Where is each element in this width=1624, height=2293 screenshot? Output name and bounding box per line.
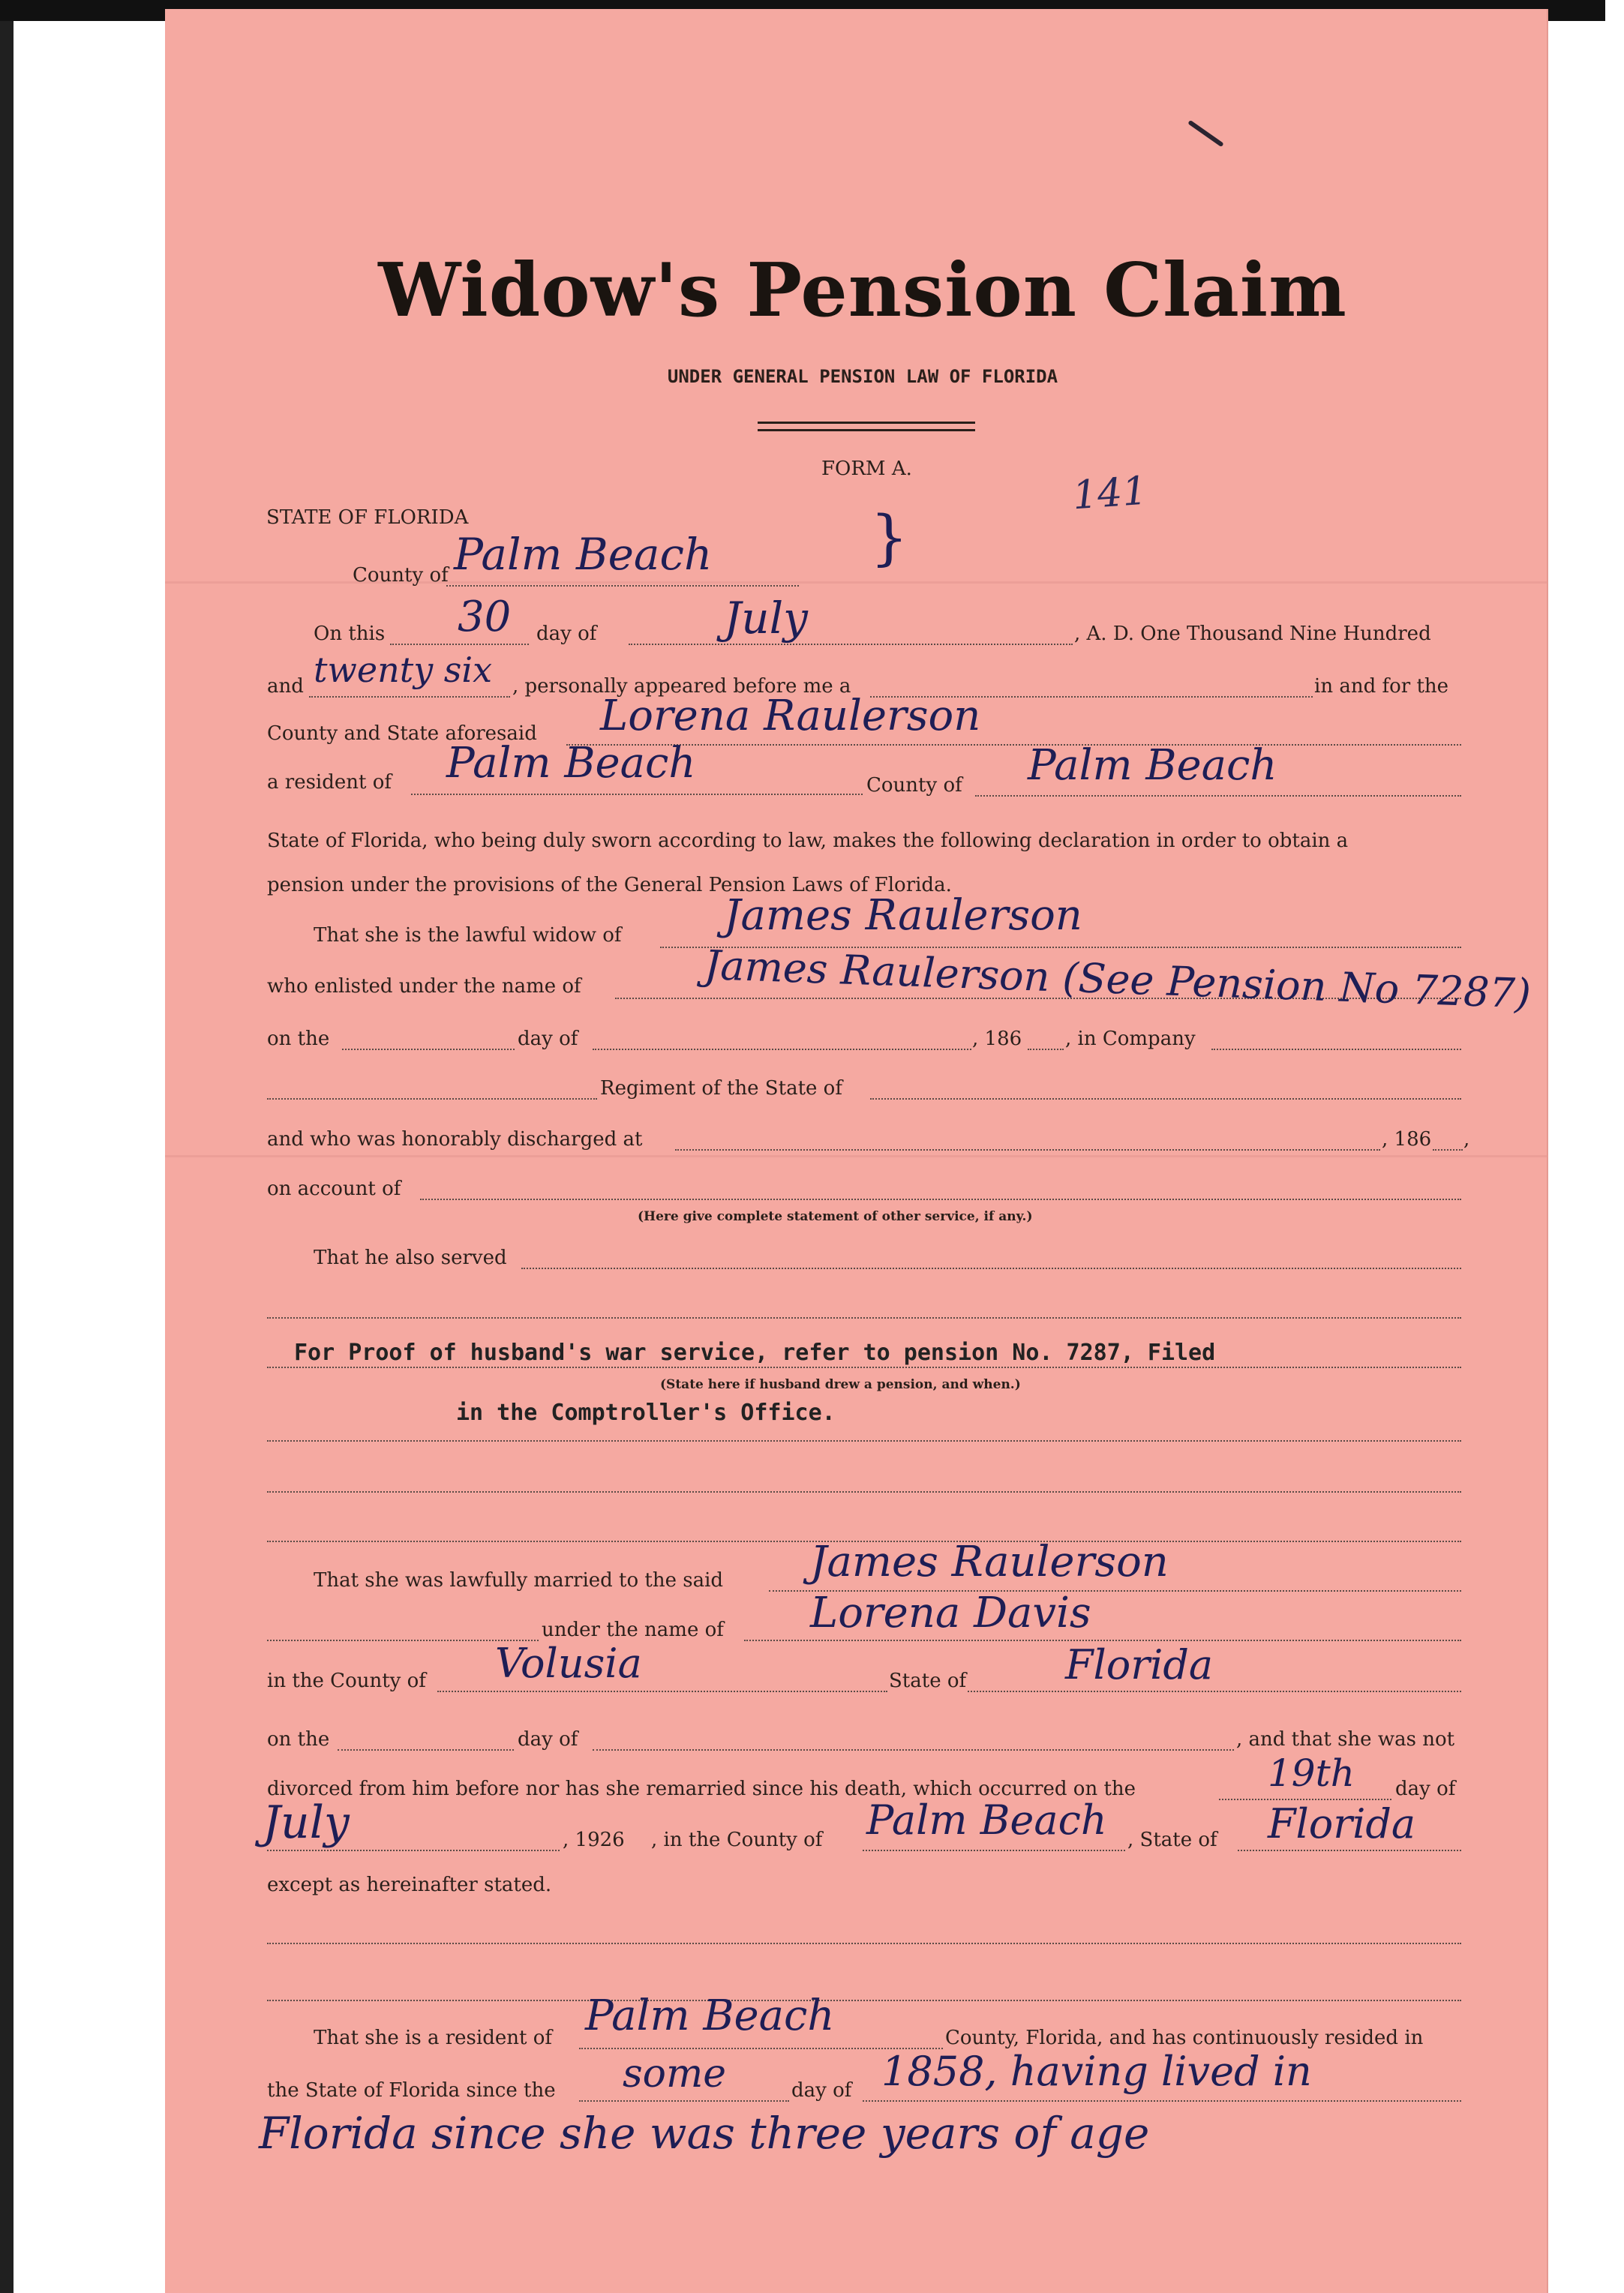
county-handwritten-2: Palm Beach [1028,741,1277,790]
scan-margin-right [1605,0,1624,2293]
death-state-handwritten: Florida [1268,1800,1416,1847]
field-line [870,1098,1461,1100]
in-and-for-text: in and for the [1314,675,1449,698]
death-month-handwritten: July [263,1796,350,1849]
field-line [521,1268,1461,1269]
on-the-label: on the [267,1028,330,1050]
under-name-label: under the name of [542,1619,724,1641]
last-line-handwritten: Florida since she was three years of age [259,2108,1150,2159]
field-line [267,1943,1461,1944]
scan-border-left [0,21,14,2293]
field-line [629,644,1073,645]
year-handwritten: twenty six [314,650,493,690]
field-line [338,1749,514,1751]
state-here-note: (State here if husband drew a pension, and when.) [660,1377,1021,1392]
month-handwritten: July [724,593,808,644]
county-handwritten: Palm Beach [454,529,713,580]
resident-handwritten: Palm Beach [446,739,696,788]
except-text: except as hereinafter stated. [267,1874,552,1896]
resident-of-label: a resident of [267,771,392,794]
regiment-text: Regiment of the State of [600,1077,842,1100]
field-line [420,1199,1461,1200]
maiden-name-handwritten: Lorena Davis [810,1589,1091,1637]
here-give-note: (Here give complete statement of other service, if any.) [638,1209,1033,1224]
field-line [566,744,1461,746]
field-line [975,795,1461,797]
in-county-label-2: , in the County of [651,1829,823,1851]
field-line [1028,1049,1064,1050]
field-line [446,585,799,587]
pension-text: pension under the provisions of the General Pension Laws of Florida. [267,874,952,896]
field-line [593,1749,1234,1751]
county-florida-text: County, Florida, and has continuously resided in [945,2027,1424,2049]
married-to-handwritten: James Raulerson [810,1538,1169,1586]
field-line [968,1691,1461,1692]
appeared-text: , personally appeared before me a [512,675,851,698]
state-of-label: State of [889,1670,967,1692]
county-of-label: County of [353,564,449,587]
field-line [390,644,529,645]
county-of-label: County of [866,774,962,797]
enlisted-label: who enlisted under the name of [267,975,581,998]
day-of-label: day of [536,623,597,645]
field-line [342,1049,515,1050]
field-line [579,2100,789,2102]
in-county-label: in the County of [267,1670,426,1692]
field-line [267,1491,1461,1493]
field-line [267,1850,560,1851]
widow-of-label: That she is the lawful widow of [314,924,622,947]
divorced-text: divorced from him before nor has she remarried since his death, which occurred on the [267,1778,1136,1800]
not-text: , and that she was not [1236,1728,1455,1751]
also-served-label: That he also served [314,1247,507,1269]
fold-crease [165,1155,1547,1157]
resident-label: That she is a resident of [314,2027,552,2049]
field-line [267,1098,597,1100]
proof-typed-line-2: in the Comptroller's Office. [456,1400,836,1426]
day-handwritten: 30 [458,593,512,641]
since-text: the State of Florida since the [267,2079,556,2102]
state-label: STATE OF FLORIDA [266,506,469,529]
aforesaid-label: County and State aforesaid [267,722,537,745]
field-line [267,1440,1461,1442]
field-line [1433,1149,1463,1151]
field-line [1238,1850,1461,1851]
since-year-handwritten: 1858, having lived in [881,2048,1312,2095]
husband-name-handwritten: James Raulerson [724,891,1082,940]
field-line [1211,1049,1461,1050]
on-the-label: on the [267,1728,330,1751]
sworn-text: State of Florida, who being duly sworn according to law, makes the following declaration in order to obtain a [267,830,1349,852]
field-line [863,1850,1125,1851]
field-line [675,1149,1380,1151]
field-line [863,2100,1461,2102]
day-of-label: day of [518,1028,578,1050]
discharged-year-label: , 186 [1382,1128,1432,1151]
on-this-label: On this [314,623,386,645]
form-label: FORM A. [821,458,912,480]
claimant-name-handwritten: Lorena Raulerson [600,692,981,740]
in-company-label: , in Company [1065,1028,1196,1050]
death-county-handwritten: Palm Beach [866,1796,1107,1844]
ad-text: , A. D. One Thousand Nine Hundred [1074,623,1431,645]
and-label: and [267,675,304,698]
brace: } [870,503,908,572]
day-of-label: day of [1395,1778,1456,1800]
form-number: 141 [1071,468,1149,519]
married-label: That she was lawfully married to the said [314,1569,724,1592]
field-line [593,1049,971,1050]
state-of-label-2: , State of [1127,1829,1217,1851]
field-line [267,2000,1461,2001]
day-of-label: day of [791,2079,852,2102]
discharged-text: and who was honorably discharged at [267,1128,643,1151]
field-line [309,696,510,698]
field-line [411,794,863,795]
since-day-handwritten: some [623,2051,727,2096]
page-subtitle: UNDER GENERAL PENSION LAW OF FLORIDA [667,366,1058,387]
on-account-of-label: on account of [267,1178,401,1200]
field-line [267,1367,1461,1368]
proof-typed-line-1: For Proof of husband's war service, refer to pension No. 7287, Filed [294,1340,1216,1366]
title-rule [758,422,975,424]
field-line [437,1691,887,1692]
year-186-label: , 186 [972,1028,1022,1050]
field-line [267,1317,1461,1319]
death-year: , 1926 [563,1829,625,1851]
day-of-label: day of [518,1728,578,1751]
title-rule [758,429,975,431]
enlisted-name-handwritten: James Raulerson (See Pension No 7287) [703,941,1532,1018]
page-title: Widow's Pension Claim [378,248,1347,334]
marriage-county-handwritten: Volusia [495,1640,642,1687]
comma: , [1463,1128,1470,1151]
resident-county-handwritten: Palm Beach [585,1991,835,2040]
marriage-state-handwritten: Florida [1065,1641,1214,1688]
pension-form-paper [165,9,1548,2293]
death-day-handwritten: 19th [1268,1751,1355,1795]
